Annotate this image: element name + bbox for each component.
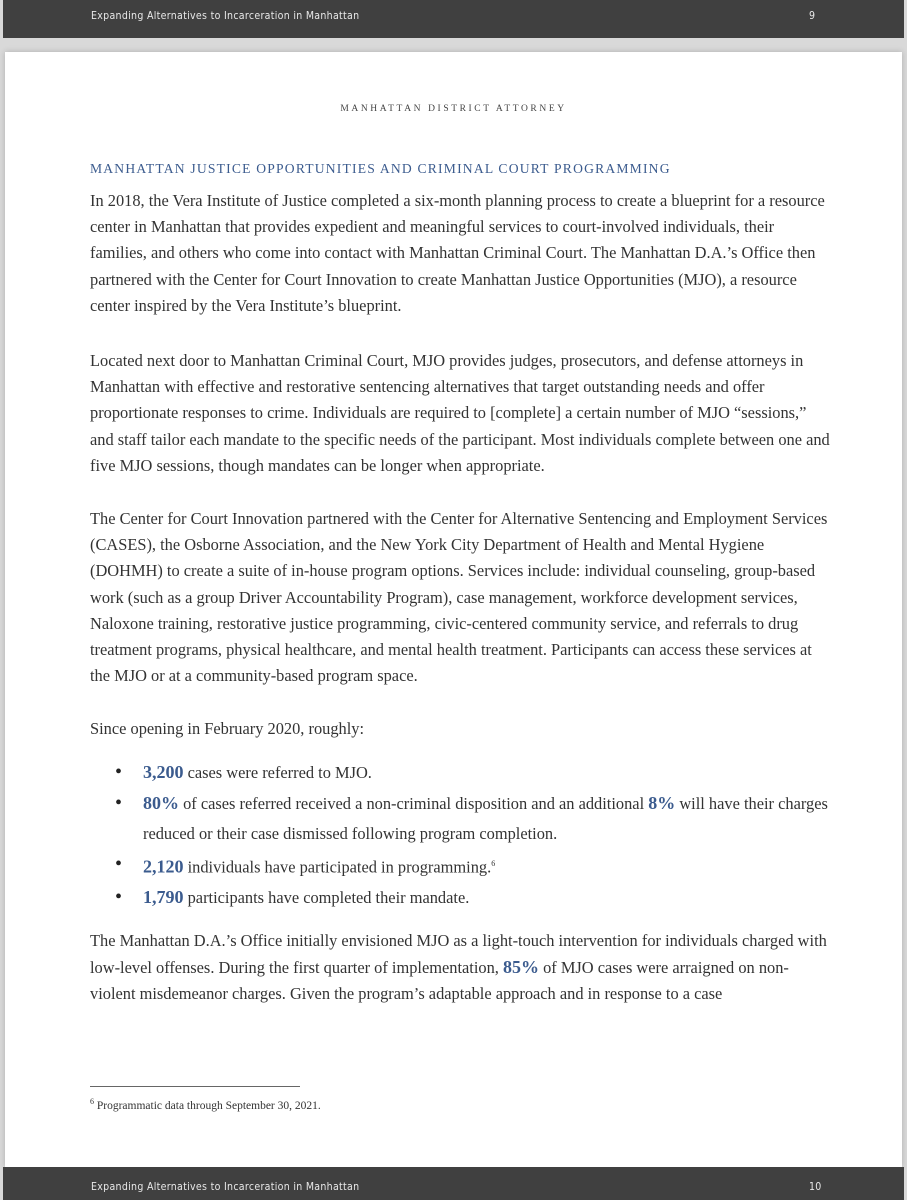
paragraph: In 2018, the Vera Institute of Justice completed a six-month planning process to create a blueprint for a resource center in Manhattan that provides expedient and meaningful services to court-involved individuals, their families, and others who come into contact with Manhattan Criminal Court. The Manhattan D.A.’s Office then partnered with the Center for Court Innovation to create Manhattan Justice Opportunities (MJO), a resource center inspired by the Vera Institute’s blueprint. <box>90 191 825 315</box>
stats-list <box>90 757 830 913</box>
stat-value: 8% <box>648 793 676 813</box>
running-head: MANHATTAN DISTRICT ATTORNEY <box>340 104 567 114</box>
footnote <box>90 1097 321 1112</box>
stat-value: 2,120 <box>143 856 184 877</box>
document-title: Expanding Alternatives to Incarceration in Manhattan <box>91 10 360 22</box>
stat-text: individuals have participated in programming. <box>183 857 492 877</box>
footnote-number: 6 <box>90 1097 94 1106</box>
footnote-text: Programmatic data through September 30, 2021. <box>94 1099 321 1112</box>
list-item <box>90 788 830 849</box>
paragraph <box>90 928 830 1008</box>
stat-text: cases were referred to MJO. <box>183 763 372 782</box>
stat-value: 3,200 <box>143 762 184 782</box>
stat-value: 1,790 <box>143 887 184 908</box>
text: The Manhattan D.A.’s Office initially envisioned MJO as a light-touch intervention for individuals charged with low-level offenses. During the first quarter of implementation, <box>90 931 827 978</box>
document-title: Expanding Alternatives to Incarceration in Manhattan <box>91 1181 360 1193</box>
paragraph: Located next door to Manhattan Criminal Court, MJO provides judges, prosecutors, and defense attorneys in Manhattan with effective and restorative sentencing alternatives that target outstanding needs and offer proportionate responses to crime. Individuals are required to [complete] a certain number of MJO “sessions,” and staff tailor each mandate to the specific needs of the participant. Most individuals complete between one and five MJO sessions, though mandates can be longer when appropriate. <box>90 351 830 475</box>
top-page-footer-bar <box>3 0 904 38</box>
stat-value: 80% <box>143 793 179 813</box>
list-item <box>90 882 830 913</box>
paragraph: Since opening in February 2020, roughly: <box>90 719 365 738</box>
stat-text: will have their charges reduced or their case dismissed following program completion. <box>143 794 828 843</box>
text: of MJO cases were arraigned on non-violent misdemeanor charges. Given the program’s adaptable approach and in response to a case <box>90 958 789 1004</box>
footnote-ref[interactable]: 6 <box>491 859 496 868</box>
stat-text: participants have completed their mandate. <box>183 888 470 908</box>
page-number: 10 <box>809 1181 822 1193</box>
bottom-page-footer-bar <box>3 1167 904 1200</box>
page-number: 9 <box>809 10 816 22</box>
section-heading: MANHATTAN JUSTICE OPPORTUNITIES AND CRIMINAL COURT PROGRAMMING <box>90 161 671 176</box>
footnote-divider <box>90 1086 300 1087</box>
paragraph: The Center for Court Innovation partnered with the Center for Alternative Sentencing and Employment Services (CASES), the Osborne Association, and the New York City Department of Health and Mental Hygiene (DOHMH) to create a suite of in-house program options. Services include: individual counseling, group-based work (such as a group Driver Accountability Program), case management, workforce development services, Naloxone training, restorative justice programming, civic-centered community service, and referrals to drug treatment programs, physical healthcare, and mental health treatment. Participants can access these services at the MJO or at a community-based program space. <box>90 509 828 686</box>
stat-value: 85% <box>503 957 539 978</box>
list-item <box>90 757 830 788</box>
list-item <box>90 849 830 882</box>
stat-text: of cases referred received a non-criminal disposition and an additional <box>179 794 649 813</box>
